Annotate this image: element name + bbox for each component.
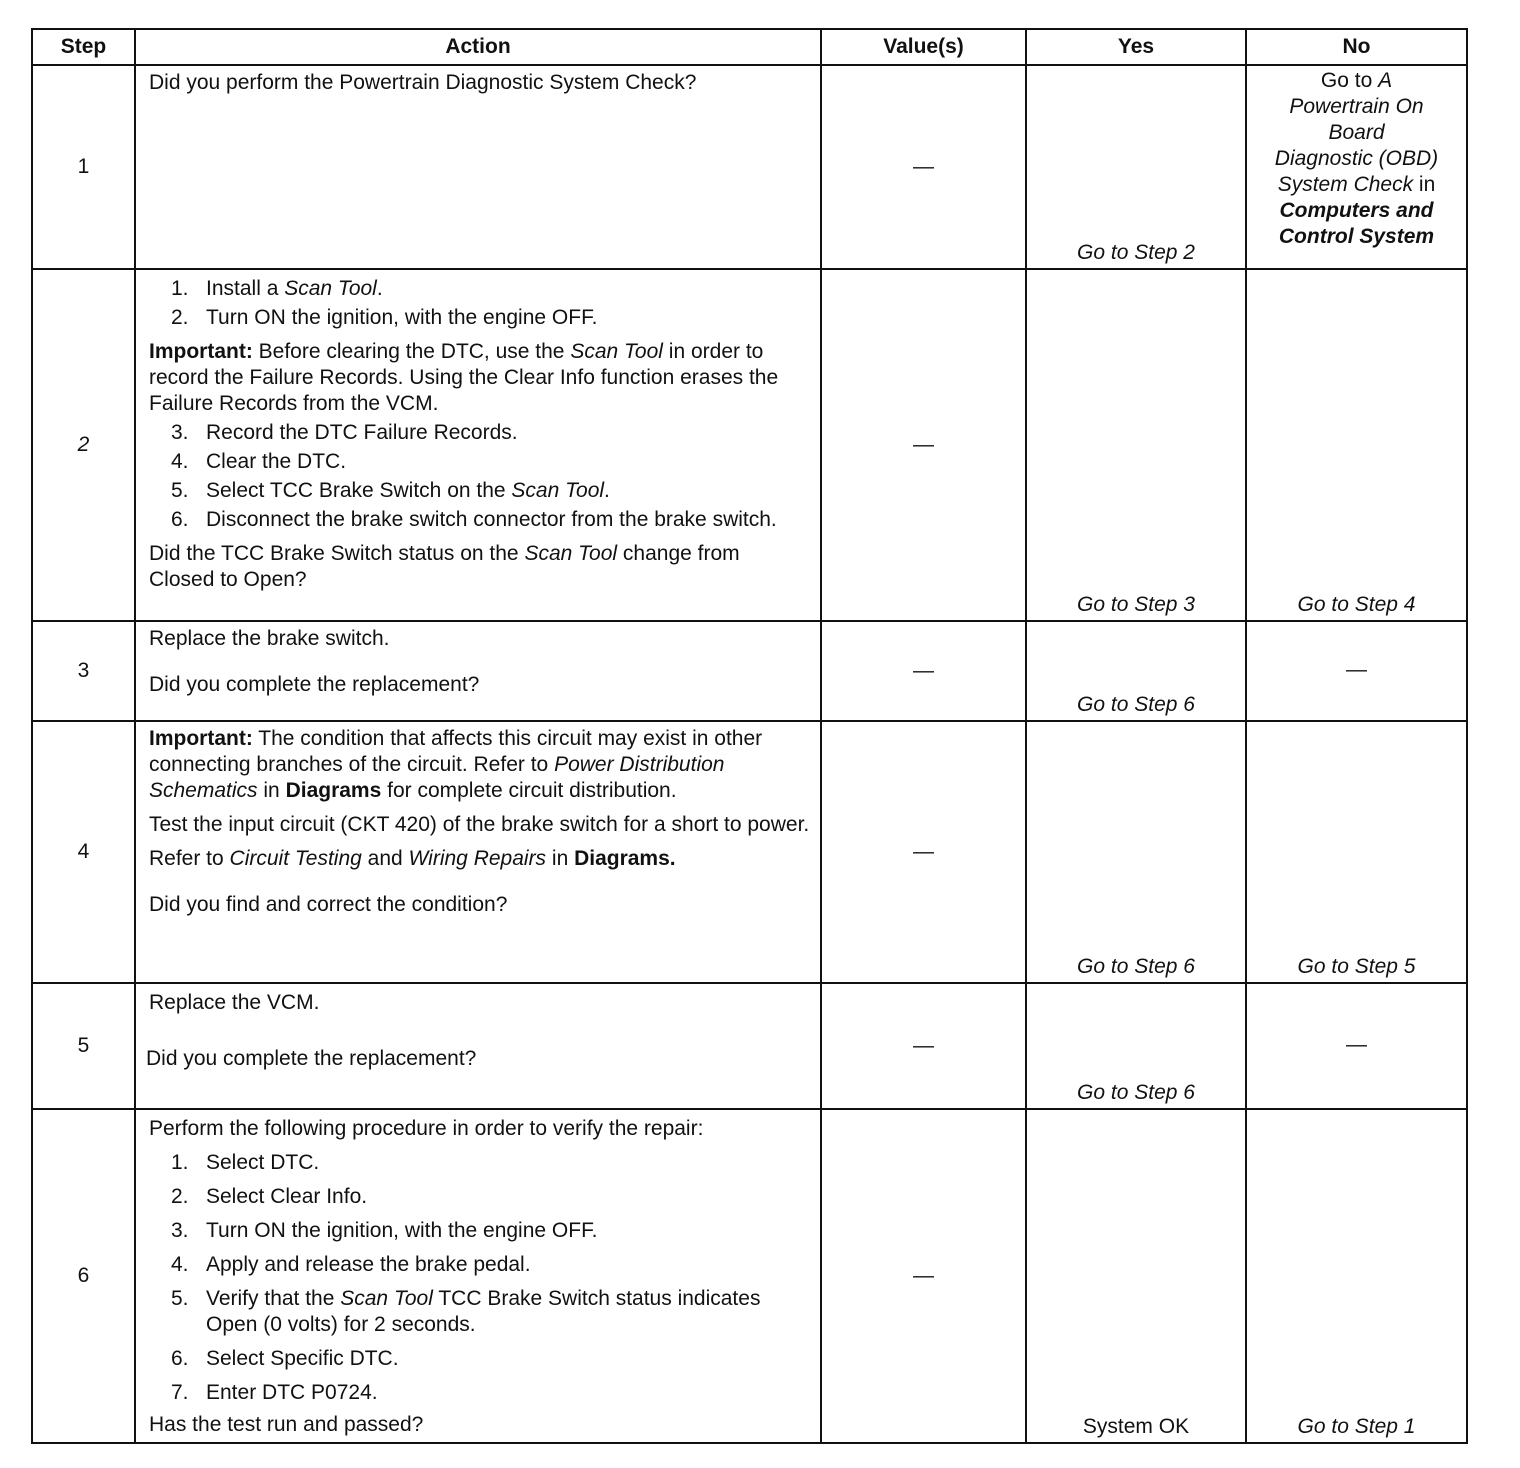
table-row [32,721,1467,983]
action-intro: Perform the following procedure in order to verify the repair: [149,1117,704,1140]
value-cell: — [821,621,1026,721]
no-text: Powertrain On [1289,95,1424,118]
table-row [32,65,1467,269]
action-question: Did you perform the Powertrain Diagnostic System Check? [149,71,697,94]
list-item: 1. Select DTC. [171,1151,320,1174]
action-cell [135,269,821,621]
table-row [32,269,1467,621]
list-item: 2. Turn ON the ignition, with the engine OFF. [171,306,598,329]
list-item: 4. Apply and release the brake pedal. [171,1253,531,1276]
step-number: 5 [32,983,135,1109]
header-no: No [1246,29,1467,65]
table-row [32,1109,1467,1443]
no-link[interactable]: Go to Step 1 [1246,1109,1467,1443]
no-text: System Check [1277,173,1414,196]
value-cell: — [821,65,1026,269]
diagnostic-table [31,28,1468,1444]
header-step: Step [32,29,135,65]
no-cell: — [1246,983,1467,1109]
header-yes: Yes [1026,29,1246,65]
important-note: Important: Before clearing the DTC, use the Scan Tool in order to record the Failure Records. Using the Clear Info function erases the Failure Records from the VCM. [149,340,779,415]
value-cell: — [821,983,1026,1109]
important-note: Important: The condition that affects this circuit may exist in other connecting branches of the circuit. Refer to Power Distribution Schematics in Diagrams for complete circuit distribution. [149,727,763,802]
no-text: Board [1328,121,1385,144]
step-number: 3 [32,621,135,721]
no-text: Control System [1278,225,1435,248]
step-number: 2 [32,269,135,621]
yes-link[interactable]: Go to Step 2 [1026,65,1246,269]
action-cell [135,983,821,1109]
yes-result: System OK [1026,1109,1246,1443]
list-item: 1. Install a Scan Tool. [171,277,383,300]
no-cell: — [1246,621,1467,721]
yes-link[interactable]: Go to Step 3 [1026,269,1246,621]
action-text: Replace the brake switch. [149,627,390,650]
value-cell: — [821,1109,1026,1443]
value-cell: — [821,269,1026,621]
list-item: 4. Clear the DTC. [171,450,347,473]
step-number: 4 [32,721,135,983]
step-number: 1 [32,65,135,269]
list-item: 6. Disconnect the brake switch connector from the brake switch. [171,508,777,531]
action-cell [135,65,821,269]
no-link[interactable]: Go to Step 5 [1246,721,1467,983]
yes-link[interactable]: Go to Step 6 [1026,721,1246,983]
action-text: Test the input circuit (CKT 420) of the brake switch for a short to power. [149,813,810,836]
yes-link[interactable]: Go to Step 6 [1026,621,1246,721]
header-action: Action [135,29,821,65]
no-text: Computers and [1279,199,1434,222]
action-question: Did the TCC Brake Switch status on the Scan Tool change from Closed to Open? [149,542,740,591]
list-item: 5. Verify that the Scan Tool TCC Brake Switch status indicates Open (0 volts) for 2 seconds. [171,1287,761,1336]
no-link[interactable]: Go to Step 4 [1246,269,1467,621]
action-cell [135,621,821,721]
list-item: 2. Select Clear Info. [171,1185,368,1208]
header-values: Value(s) [821,29,1026,65]
action-question: Has the test run and passed? [149,1413,424,1436]
no-text: Diagnostic (OBD) [1274,147,1439,170]
action-question: Did you complete the replacement? [149,673,480,696]
no-text: Go to [1320,69,1379,92]
list-item: 3. Turn ON the ignition, with the engine OFF. [171,1219,598,1242]
no-text: in [1413,173,1436,196]
action-cell [135,721,821,983]
list-item: 7. Enter DTC P0724. [171,1381,378,1404]
header-row [32,29,1467,65]
action-cell [135,1109,821,1443]
action-steps [149,276,810,331]
yes-link[interactable]: Go to Step 6 [1026,983,1246,1109]
list-item: 6. Select Specific DTC. [171,1347,399,1370]
list-item: 5. Select TCC Brake Switch on the Scan Tool. [171,479,610,502]
action-question: Did you find and correct the condition? [149,893,508,916]
action-text: Replace the VCM. [149,991,320,1014]
action-steps [149,1150,810,1406]
no-link[interactable] [1246,65,1467,269]
action-refer: Refer to Circuit Testing and Wiring Repairs in Diagrams. [149,847,676,870]
table-row [32,621,1467,721]
step-number: 6 [32,1109,135,1443]
value-cell: — [821,721,1026,983]
action-question: Did you complete the replacement? [146,1047,477,1070]
no-text: A [1378,69,1393,92]
table-row [32,983,1467,1109]
list-item: 3. Record the DTC Failure Records. [171,421,518,444]
action-steps [149,420,810,533]
